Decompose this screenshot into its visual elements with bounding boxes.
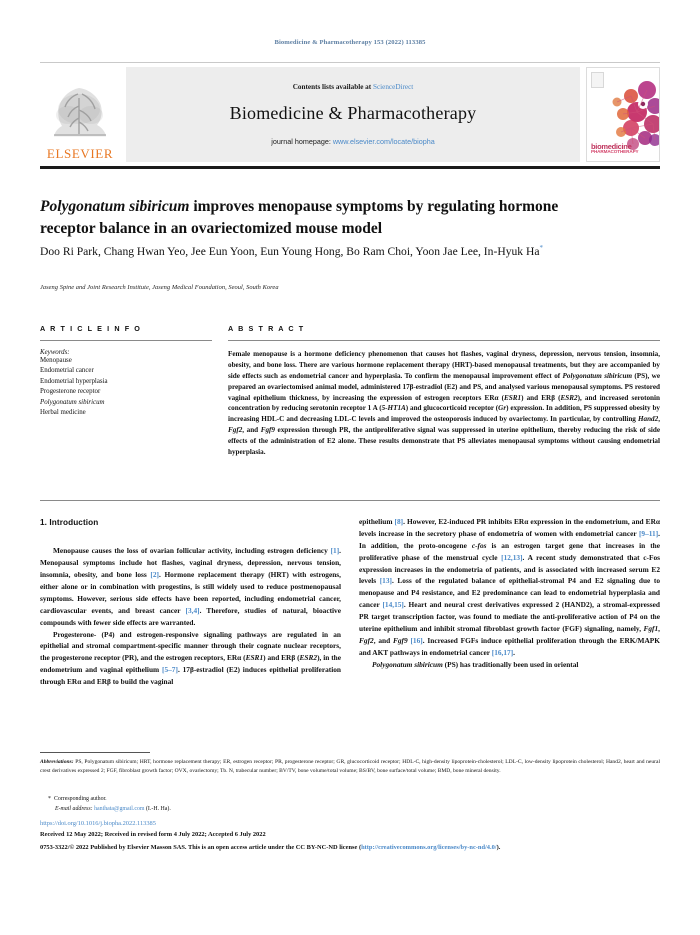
- article-info-column: [40, 324, 212, 419]
- keyword-item: Endometrial hyperplasia: [40, 377, 108, 385]
- cover-title-label: [591, 143, 639, 155]
- sciencedirect-link[interactable]: ScienceDirect: [372, 82, 414, 91]
- body-column-left: [40, 516, 341, 688]
- copyright-suffix: ).: [496, 844, 501, 851]
- running-head: Biomedicine & Pharmacotherapy 153 (2022) 113385: [274, 39, 426, 46]
- contents-available-line: [293, 83, 414, 91]
- journal-homepage-line: [271, 137, 434, 146]
- keyword-item: Polygonatum sibiricum: [40, 398, 105, 406]
- corresponding-author-text: Corresponding author.: [53, 796, 107, 802]
- abbreviations-label: Abbreviations:: [40, 759, 74, 765]
- keywords-label: Keywords:: [40, 349, 70, 356]
- page-title: [40, 196, 580, 239]
- journal-cover-thumbnail: [586, 67, 660, 162]
- journal-masthead: [40, 62, 660, 162]
- email-suffix: (I.-H. Ha).: [145, 806, 171, 813]
- footnote-rule: [40, 752, 150, 753]
- keyword-item: Herbal medicine: [40, 409, 86, 417]
- article-info-rule: [40, 340, 212, 419]
- masthead-rule: [40, 166, 660, 169]
- email-label: E-mail address:: [55, 806, 93, 813]
- paragraph: Progesterone- (P4) and estrogen-responsive signaling pathways are regulated in an epithelial and stromal compartment-specific manner through their cognate nuclear receptors, the progesterone receptor (PR), and the estrogen receptors, ERα (ESR1) and ERβ (ESR2), in the endometrium and vaginal epithelium [5–7]. 17β-estradiol (E2) induces epithelial proliferation through ERα and ERβ to build the vaginal: [40, 629, 341, 687]
- abbreviations-note: [40, 758, 660, 776]
- paragraph: Menopause causes the loss of ovarian follicular activity, including estrogen deficiency [1]. Menopausal symptoms include hot flashes, vaginal dryness, depression, nervous tension, insomnia, obesity, and bone loss [2]. Hormone replacement therapy (HRT) with estrogens, either alone or in combination with progestins, is still widely used to reduce postmenopausal symptoms. However, serious side effects have been reported, including endometrial cancer, cardiovascular events, and breast cancer [3,4]. Therefore, studies of natural, bioactive compounds with fewer side effects are warranted.: [40, 546, 341, 627]
- journal-title: Biomedicine & Pharmacotherapy: [229, 102, 477, 123]
- journal-band: [126, 67, 580, 162]
- abstract-column: [228, 324, 660, 458]
- doi-link[interactable]: https://doi.org/10.1016/j.biopha.2022.113385: [40, 820, 156, 827]
- homepage-prefix: journal homepage:: [271, 136, 333, 146]
- asterisk-icon: *: [48, 796, 51, 802]
- cover-corner-mark: [591, 72, 604, 88]
- elsevier-wordmark: ELSEVIER: [46, 146, 114, 161]
- received-dates: Received 12 May 2022; Received in revised form 4 July 2022; Accepted 6 July 2022: [40, 831, 266, 838]
- abstract-bottom-rule: [40, 500, 660, 501]
- author-list: [40, 243, 600, 261]
- cover-title-line2: PHARMACOTHERAPY: [591, 149, 639, 155]
- elsevier-logo: [40, 67, 120, 162]
- keywords-list: [40, 356, 212, 419]
- cover-title-line1: biomedicine: [591, 141, 632, 151]
- keyword-item: Menopause: [40, 357, 72, 364]
- email-line: [48, 804, 660, 814]
- journal-homepage-link[interactable]: www.elsevier.com/locate/biopha: [332, 136, 435, 146]
- contents-prefix: Contents lists available at: [292, 82, 373, 91]
- corresponding-author-note: [48, 794, 660, 815]
- affiliation: Jaseng Spine and Joint Research Institute, Jaseng Medical Foundation, Seoul, South Korea: [40, 284, 279, 291]
- elsevier-tree-logo: [48, 84, 112, 146]
- section-heading-introduction: 1. Introduction: [40, 518, 99, 527]
- email-link[interactable]: hanihata@gmail.com: [94, 806, 145, 813]
- keyword-item: Progesterone receptor: [40, 388, 101, 396]
- corresponding-author-marker: *: [539, 244, 543, 252]
- abbreviations-text: PS, Polygonatum sibiricum; HRT, hormone replacement therapy; ER, estrogen receptor; PR, progesterone receptor; GR, glucocorticoid receptor; HDL-C, high-density lipoprotein-cholesterol; LDL-C, low-density lipoprotein cholesterol; Hand2, heart and neural crest derivatives expressed 2; FGF, fibroblast growth factor; OVX, ovariectomy; Tb. N, trabecular number; BV/TV, bone volume/total volume; BS/BV, bone surface/total volume; BMD, bone mineral density.: [40, 759, 660, 774]
- title-rest-part: improves menopause symptoms by regulating hormone receptor balance in an ovariectomized mouse model: [40, 198, 559, 237]
- license-link[interactable]: http://creativecommons.org/licenses/by-nc-nd/4.0/: [361, 844, 497, 851]
- abstract-rule: [228, 340, 660, 458]
- body-column-right: [359, 516, 660, 671]
- paragraph: epithelium [8]. However, E2-induced PR inhibits ERα expression in the endometrium, and ERα levels increase in the secretory phase of endometria of women with endometrial cancer [9–11]. In addition, the proto-oncogene c-fos is an estrogen target gene that increases in the proliferative phase of the menstrual cycle [12,13]. A recent study demonstrated that c-Fos expression increases in the endometria of patients, and is associated with increased serum E2 levels [13]. Loss of the regulated balance of epithelial-stromal P4 and E2 signaling due to menopause and P4 resistance, and E2 predominance can lead to endometrial hyperplasia and cancer [14,15]. Heart and neural crest derivatives expressed 2 (HAND2), a stromal-expressed PR target transcription factor, was found to mediate the anti-proliferative action of P4 on the uterine epithelium and inhibit stromal fibroblast growth factor (FGF) signaling, namely, Fgf1, Fgf2, and Fgf9 [16]. Increased FGFs induce epithelial proliferation through the ERK/MAPK and AKT pathways in endometrial cancer [16,17].: [359, 517, 660, 657]
- title-italic-part: Polygonatum sibiricum: [40, 198, 190, 216]
- paragraph: Polygonatum sibiricum (PS) has traditionally been used in oriental: [372, 659, 579, 669]
- author-names: Doo Ri Park, Chang Hwan Yeo, Jee Eun Yoon, Eun Young Hong, Bo Ram Choi, Yoon Jae Lee, In-Hyuk Ha: [40, 244, 540, 258]
- copyright-notice: [40, 843, 660, 853]
- abstract-text: Female menopause is a hormone deficiency phenomenon that causes hot flashes, vaginal dryness, depression, nervous tension, insomnia, obesity, and bone loss. There are various hormone replacement therapy (HRT)-based menopausal treatments, but they are accompanied by side effects such as endometrial cancer and hyperplasia. To confirm the menopausal improvement effect of Polygonatum sibiricum (PS), we prepared an ovariectomised animal model, administered 17β-estradiol (E2) and PS, and analysed various menopausal symptoms. PS restored vaginal epithelium thickness, by increasing the expression of estrogen receptors ERα (ESR1) and ERβ (ESR2), and increased serotonin concentration by reducing serotonin receptor 1 A (5-HT1A) and glucocorticoid receptor (Gr) expression. In addition, PS suppressed obesity by increasing HDL-C and decreasing LDL-C levels and improved the osteoporosis induced by ovariectomy. In particular, by controlling Hand2, Fgf2, and Fgf9 expression through PR, the antiproliferative signal was suppressed in uterine epithelium, thereby reducing the risk of side effects of the administration of E2 alone. These results demonstrate that PS alleviates menopausal symptoms without causing endometrial hyperplasia.: [228, 350, 660, 456]
- corresponding-author-line: [48, 794, 660, 804]
- keyword-item: Endometrial cancer: [40, 367, 94, 375]
- article-info-heading: A R T I C L E I N F O: [40, 324, 142, 333]
- abstract-heading: A B S T R A C T: [228, 324, 305, 333]
- copyright-prefix: 0753-3322/© 2022 Published by Elsevier Masson SAS. This is an open access article under the CC BY-NC-ND license (: [40, 844, 362, 851]
